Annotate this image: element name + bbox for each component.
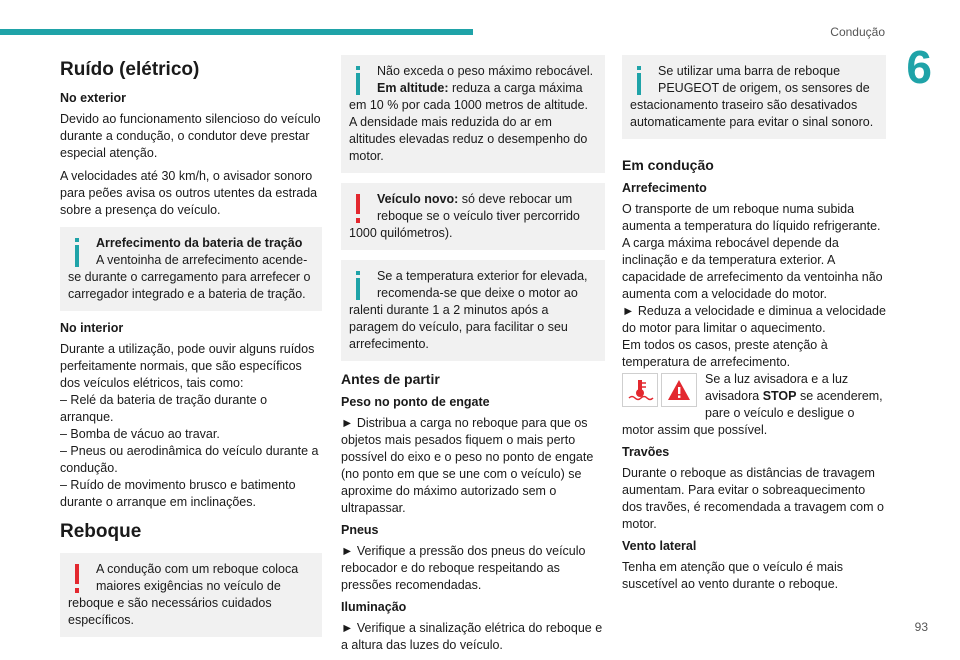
- page-number: 93: [914, 620, 928, 634]
- subheading-interior: No interior: [60, 321, 124, 335]
- info-box-text: reduza a carga máxima em 10 % por cada 1000 metros de altitude. A densidade mais reduzida do ar em altitudes elevadas reduz o desempenho do motor.: [349, 81, 589, 163]
- paragraph: Durante o reboque as distâncias de travagem aumentam. Para evitar o sobreaquecimento dos travões, é recomendada a travagem com o motor.: [622, 466, 884, 531]
- paragraph: ► Verifique a pressão dos pneus do veículo rebocador e do reboque respeitando as pressões recomendadas.: [341, 544, 586, 592]
- info-box-text: Se a temperatura exterior for elevada, recomenda-se que deixe o motor ao ralenti durante 1 a 2 minutos após a paragem do veículo, para facilitar o seu arrefecimento.: [349, 269, 588, 351]
- info-icon: [351, 66, 365, 96]
- list-item: – Bomba de vácuo ao travar.: [60, 427, 220, 441]
- section-heading-reboque: Reboque: [60, 521, 142, 542]
- warning-icon: [70, 564, 84, 594]
- column-1: [60, 55, 322, 647]
- subheading-travoes: Travões: [622, 445, 670, 459]
- paragraph: se acenderem, pare o veículo e desligue o motor assim que possível.: [622, 389, 883, 437]
- info-box-bold: Em altitude:: [377, 81, 449, 95]
- info-box-text: Se utilizar uma barra de reboque PEUGEOT de origem, os sensores de estacionamento traseiro são desativados automaticamente para evitar o sinal sonoro.: [630, 64, 874, 129]
- warning-lamp-icons: [622, 373, 697, 407]
- chapter-accent-bar: [0, 29, 473, 35]
- chapter-title: Condução: [830, 25, 885, 39]
- paragraph: Se a luz avisadora e a luz avisadora: [705, 372, 849, 403]
- chapter-number: 6: [906, 41, 932, 93]
- warning-box-bold: Veículo novo:: [377, 192, 459, 206]
- section-heading-em-conducao: Em condução: [622, 157, 714, 173]
- info-box-text: Não exceda o peso máximo rebocável.: [377, 64, 594, 78]
- coolant-temperature-icon: [622, 373, 658, 407]
- list-item: – Relé da bateria de tração durante o arranque.: [60, 393, 268, 424]
- warning-box-text: só deve rebocar um reboque se o veículo tiver percorrido 1000 quilómetros).: [349, 192, 580, 240]
- section-heading-antes-de-partir: Antes de partir: [341, 371, 440, 387]
- subheading-iluminacao: Iluminação: [341, 600, 407, 614]
- info-box-bateria: [60, 227, 322, 311]
- info-box-peso: [341, 55, 605, 173]
- paragraph: Tenha em atenção que o veículo é mais suscetível ao vento durante o reboque.: [622, 560, 843, 591]
- info-icon: [351, 271, 365, 301]
- paragraph: ► Verifique a sinalização elétrica do reboque e a altura das luzes do veículo.: [341, 621, 603, 652]
- subheading-engate: Peso no ponto de engate: [341, 395, 490, 409]
- column-3: [622, 55, 886, 599]
- info-box-text: A ventoinha de arrefecimento acende-se durante o carregamento para arrefecer o carregador integrado e a bateria de tração.: [68, 253, 311, 301]
- warning-box-text: A condução com um reboque coloca maiores exigências no veículo de reboque e são necessários cuidados específicos.: [68, 562, 299, 627]
- subheading-exterior: No exterior: [60, 91, 126, 105]
- warning-box-reboque: [60, 553, 322, 637]
- stop-label: STOP: [762, 389, 797, 403]
- list-item: – Pneus ou aerodinâmica do veículo durante a condução.: [60, 444, 319, 475]
- subheading-pneus: Pneus: [341, 523, 379, 537]
- section-heading-ruido: Ruído (elétrico): [60, 59, 200, 80]
- warning-lamp-block: [622, 371, 886, 439]
- paragraph: O transporte de um reboque numa subida aumenta a temperatura do líquido refrigerante. A carga máxima rebocável depende da inclinação e da temperatura exterior. A capacidade de arrefecimento da ventoinha não aumenta com a velocidade do motor.: [622, 202, 883, 301]
- info-icon: [70, 238, 84, 268]
- subheading-vento-lateral: Vento lateral: [622, 539, 697, 553]
- list-item: – Ruído de movimento brusco e batimento durante o arranque em inclinações.: [60, 478, 296, 509]
- subheading-arrefecimento: Arrefecimento: [622, 181, 707, 195]
- paragraph: A velocidades até 30 km/h, o avisador sonoro para peões avisa os outros utentes da estrada sobre a presença do veículo.: [60, 169, 318, 217]
- info-icon: [632, 66, 646, 96]
- paragraph: ► Distribua a carga no reboque para que os objetos mais pesados fiquem o mais perto possível do eixo e o peso no ponto de engate (no ponto em que se une com o veículo) se aproxime do máximo autorizado sem o ultrapassar.: [341, 416, 594, 515]
- paragraph: Em todos os casos, preste atenção à temperatura de arrefecimento.: [622, 338, 828, 369]
- info-box-temperatura: [341, 260, 605, 361]
- info-box-title: Arrefecimento da bateria de tração: [96, 236, 303, 250]
- warning-icon: [351, 194, 365, 224]
- warning-triangle-icon: [661, 373, 697, 407]
- column-2: [341, 55, 605, 660]
- warning-box-veiculo-novo: [341, 183, 605, 250]
- paragraph: ► Reduza a velocidade e diminua a velocidade do motor para limitar o aquecimento.: [622, 304, 886, 335]
- paragraph: Durante a utilização, pode ouvir alguns ruídos perfeitamente normais, que são específicos dos veículos elétricos, tais como:: [60, 342, 315, 390]
- paragraph: Devido ao funcionamento silencioso do veículo durante a condução, o condutor deve prestar especial atenção.: [60, 112, 321, 160]
- info-box-barra-reboque: [622, 55, 886, 139]
